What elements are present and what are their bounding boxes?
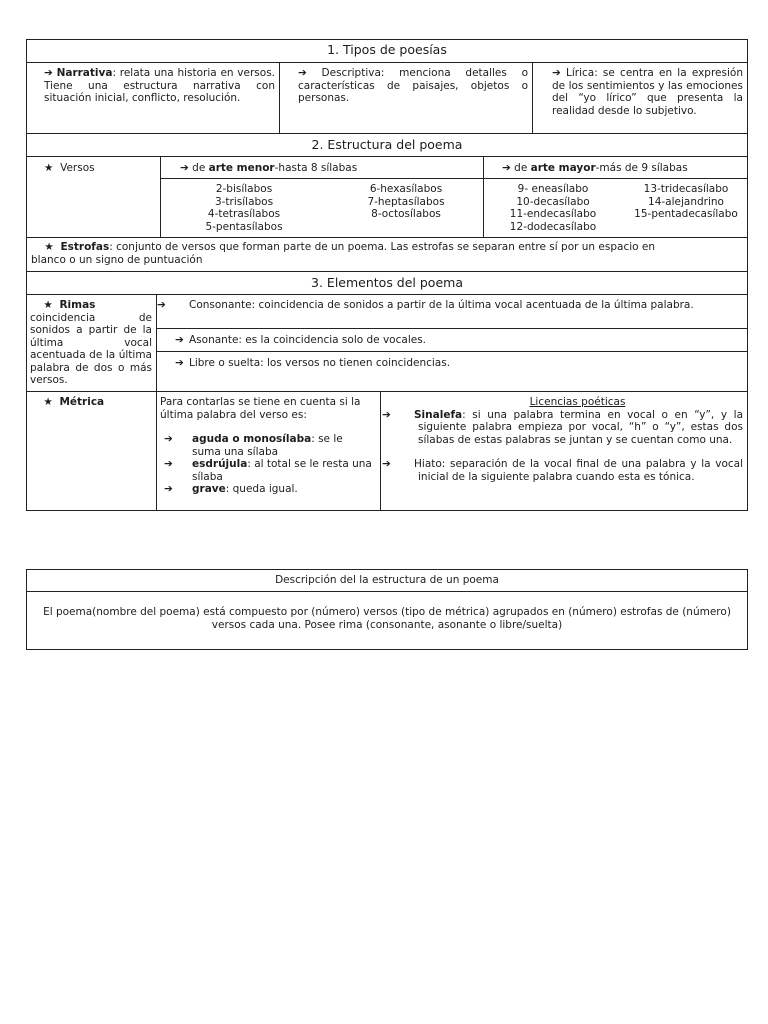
- licencias-content: [382, 396, 743, 483]
- licencias-title: Licencias poéticas: [529, 396, 626, 408]
- star-icon: ★: [44, 241, 54, 253]
- list-item: 2-bisílabos: [215, 183, 273, 195]
- rimas-definition: ★ Rimas coincidencia de sonidos a partir de la última vocal acentuada de la última palabra de dos o más versos.: [30, 299, 152, 386]
- box2-title: Descripción del la estructura de un poema: [275, 574, 499, 586]
- list-item: 12-dodecasílabo: [509, 220, 597, 233]
- arrow-icon: ➔: [552, 67, 561, 79]
- row-divider: [26, 62, 748, 63]
- arrow-icon: ➔: [164, 433, 173, 445]
- arrow-icon: ➔: [502, 162, 511, 174]
- arrow-icon: ➔: [44, 67, 53, 79]
- narrativa-term: Narrativa: [56, 67, 113, 79]
- tipo-descriptiva: [298, 67, 528, 105]
- licencia-hiato: ➔ Hiato: separación de la vocal final de una palabra y la vocal inicial de la siguiente palabra cuando esta es tónica.: [382, 458, 743, 483]
- list-item: 10-decasílabo: [516, 195, 590, 208]
- menor-list-1: [186, 183, 302, 233]
- row-divider: [156, 351, 748, 352]
- row-divider: [160, 178, 748, 179]
- arrow-icon: ➔: [175, 357, 184, 369]
- section-title-estructura: 2. Estructura del poema: [311, 137, 463, 152]
- box2-divider: [26, 591, 748, 592]
- narrativa-text: : relata una historia en versos. Tiene una estructura narrativa con situación inicial, conflicto, resolución.: [44, 67, 276, 104]
- row-divider: [26, 237, 748, 238]
- row-divider: [26, 271, 748, 272]
- list-item: 4-tetrasílabos: [207, 208, 281, 220]
- row-divider: [156, 328, 748, 329]
- list-item: 9- eneasílabo: [517, 183, 589, 195]
- list-item: 7-heptasílabos: [367, 195, 445, 208]
- metrica-aguda: ➔ aguda o monosílaba: se le suma una sílaba: [164, 433, 343, 458]
- rimas-text: coincidencia de sonidos a partir de la última vocal acentuada de la última palabra de dos o más versos.: [30, 311, 152, 386]
- arrow-icon: ➔: [175, 334, 184, 346]
- metrica-content: [160, 396, 374, 496]
- tipo-narrativa: [44, 67, 275, 105]
- arrow-icon: ➔: [180, 162, 189, 174]
- arrow-icon: ➔: [164, 483, 173, 495]
- col-divider: [380, 391, 381, 511]
- arrow-icon: ➔: [157, 299, 166, 311]
- mayor-list-2: [626, 183, 746, 221]
- star-icon: ★: [43, 396, 53, 408]
- list-item: 11-endecasílabo: [509, 208, 597, 220]
- descriptiva-text: Descriptiva: menciona detalles o características de paisajes, objetos o personas.: [298, 67, 528, 104]
- arrow-icon: ➔: [382, 408, 391, 421]
- col-divider: [156, 294, 157, 511]
- list-item: 3-trisílabos: [214, 195, 274, 208]
- metrica-label: ★ Métrica: [43, 396, 105, 408]
- metrica-intro: Para contarlas se tiene en cuenta si la última palabra del verso es:: [160, 396, 361, 421]
- rima-asonante: ➔ Asonante: es la coincidencia solo de vocales.: [175, 334, 426, 346]
- col-divider: [160, 156, 161, 238]
- menor-list-2: [350, 183, 462, 221]
- tipo-lirica: [552, 67, 743, 117]
- list-item: 6-hexasílabos: [369, 183, 443, 195]
- row-divider: [26, 294, 748, 295]
- versos-label: ★ Versos: [44, 162, 95, 174]
- col-divider: [483, 156, 484, 238]
- rima-libre: ➔ Libre o suelta: los versos no tienen coincidencias.: [175, 357, 451, 369]
- arrow-icon: ➔: [298, 67, 307, 79]
- rima-consonante: ➔ Consonante: coincidencia de sonidos a partir de la última vocal acentuada de la última palabra.: [157, 299, 694, 311]
- estrofas-definition: ★ Estrofas: conjunto de versos que forman parte de un poema. Las estrofas se separan entre sí por un espacio en blanco o un signo de puntuación: [31, 241, 656, 266]
- arrow-icon: ➔: [382, 458, 391, 470]
- list-item: 14-alejandrino: [648, 195, 724, 208]
- metrica-grave: ➔ grave: queda igual.: [164, 483, 298, 495]
- table-border-top: [26, 39, 748, 40]
- list-item: 15-pentadecasílabo: [634, 208, 738, 220]
- arrow-icon: ➔: [164, 458, 173, 470]
- box2-border-bottom: [26, 649, 748, 650]
- list-item: 13-tridecasílabo: [643, 183, 729, 195]
- star-icon: ★: [43, 299, 53, 311]
- box2-border-right: [747, 569, 748, 650]
- mayor-list-1: [494, 183, 612, 233]
- arte-mayor-header: ➔ de arte mayor-más de 9 sílabas: [502, 162, 688, 174]
- col-divider: [532, 62, 533, 134]
- lirica-text: Lírica: se centra en la expresión de los sentimientos y las emociones del “yo lírico” que presenta la realidad desde lo subjetivo.: [552, 67, 743, 117]
- row-divider: [26, 133, 748, 134]
- row-divider: [26, 156, 748, 157]
- table-border-right: [747, 39, 748, 511]
- metrica-esdrujula: ➔ esdrújula: al total se le resta una sílaba: [164, 458, 372, 483]
- arte-menor-header: ➔ de arte menor-hasta 8 sílabas: [180, 162, 358, 174]
- section-title-elementos: 3. Elementos del poema: [311, 275, 463, 290]
- licencia-sinalefa: ➔ Sinalefa: si una palabra termina en vocal o en “y”, y la siguiente palabra empieza por vocal, “h” o “y”, estas dos sílabas de estas palabras se juntan y se cuentan como una.: [382, 408, 743, 446]
- box2-text: El poema(nombre del poema) está compuesto por (número) versos (tipo de métrica) agrupados en (número) estrofas de (número) versos cada una. Posee rima (consonante, asonante o libre/suelta): [43, 606, 731, 631]
- box2-border-top: [26, 569, 748, 570]
- list-item: 5-pentasílabos: [205, 220, 283, 233]
- col-divider: [279, 62, 280, 134]
- table-border-bottom: [26, 510, 748, 511]
- section-title-tipos: 1. Tipos de poesías: [327, 42, 447, 57]
- star-icon: ★: [44, 162, 54, 174]
- list-item: 8-octosílabos: [371, 208, 441, 220]
- row-divider: [26, 391, 748, 392]
